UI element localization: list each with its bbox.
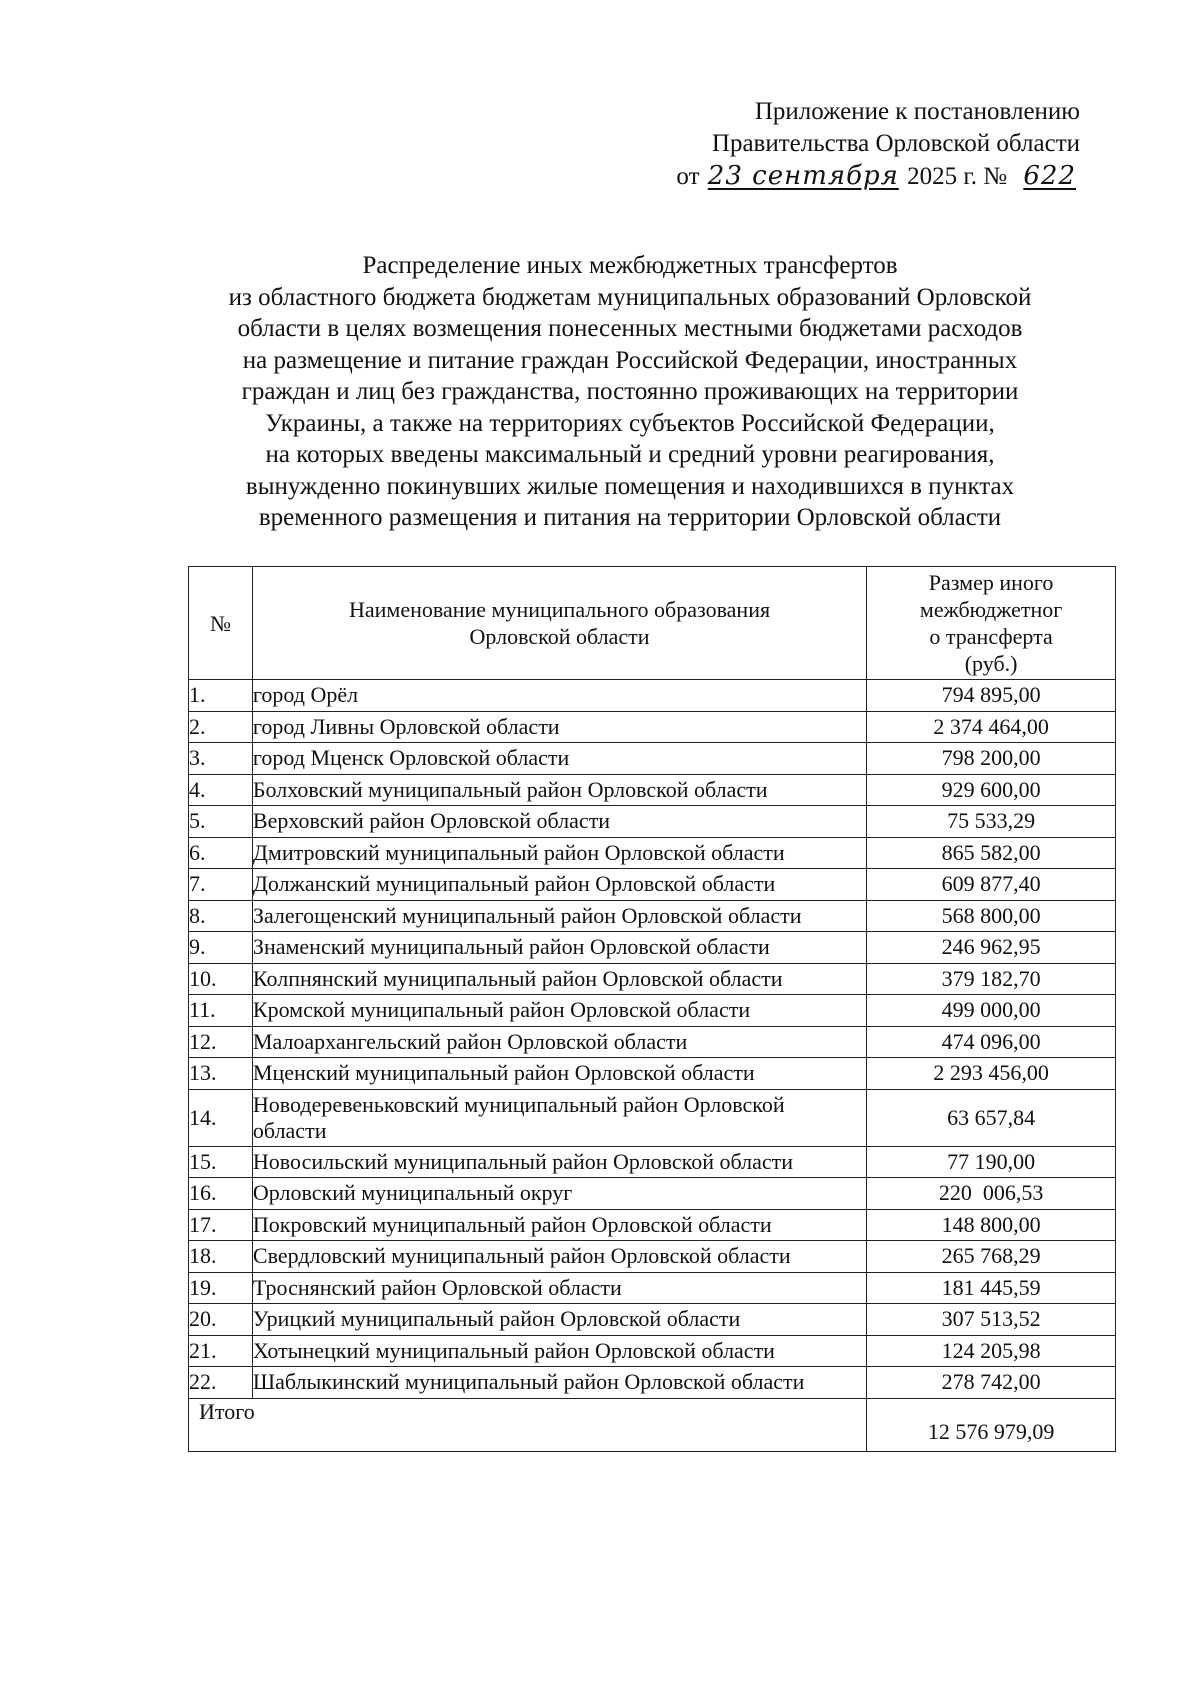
row-municipality: Колпнянский муниципальный район Орловской области [252,963,866,995]
row-number: 7. [189,869,253,901]
row-municipality: Дмитровский муниципальный район Орловской области [252,837,866,869]
row-number: 22. [189,1367,253,1399]
row-municipality: Орловский муниципальный округ [252,1178,866,1210]
row-number: 19. [189,1272,253,1304]
row-amount: 568 800,00 [867,900,1116,932]
table-row [189,680,1116,712]
title-line: Украины, а также на территориях субъектов Российской Федерации, [265,409,995,437]
total-amount: 12 576 979,09 [867,1398,1116,1451]
row-municipality: город Орёл [252,680,866,712]
title-line: области в целях возмещения понесенных местными бюджетами расходов [237,315,1023,342]
row-municipality: Кромской муниципальный район Орловской области [252,995,866,1027]
header-amount-line-1: Размер иного [928,570,1054,595]
row-municipality: Шаблыкинский муниципальный район Орловской области [252,1367,866,1399]
document-title [150,250,1110,534]
row-number: 1. [189,680,253,712]
row-municipality: Покровский муниципальный район Орловской области [252,1209,866,1241]
row-number: 6. [189,837,253,869]
header-amount-line-4: (руб.) [964,651,1018,676]
row-municipality: Залегощенский муниципальный район Орловской области [252,900,866,932]
row-amount: 278 742,00 [867,1367,1116,1399]
transfer-distribution-table [188,566,1116,1452]
title-line: на размещение и питание граждан Российской Федерации, иностранных [242,346,1018,374]
row-number: 2. [189,711,253,743]
row-number: 13. [189,1058,253,1090]
row-municipality: Хотынецкий муниципальный район Орловской области [252,1335,866,1367]
row-municipality: Урицкий муниципальный район Орловской области [252,1304,866,1336]
row-municipality: Должанский муниципальный район Орловской области [252,869,866,901]
row-amount: 246 962,95 [867,932,1116,964]
row-number: 21. [189,1335,253,1367]
row-number: 17. [189,1209,253,1241]
row-amount: 609 877,40 [867,869,1116,901]
appendix-line-2: Правительства Орловской области [711,130,1080,157]
row-amount: 75 533,29 [867,806,1116,838]
row-amount: 929 600,00 [867,774,1116,806]
row-number: 15. [189,1146,253,1178]
table-row [189,711,1116,743]
table-row [189,1272,1116,1304]
table-row [189,1026,1116,1058]
row-municipality: Троснянский район Орловской области [252,1272,866,1304]
total-label: Итого [189,1398,867,1451]
table-row [189,995,1116,1027]
row-amount: 77 190,00 [867,1146,1116,1178]
row-number: 16. [189,1178,253,1210]
table-row [189,837,1116,869]
row-municipality: Болховский муниципальный район Орловской области [252,774,866,806]
table-row [189,743,1116,775]
row-municipality-line-2: области [252,1117,327,1143]
table-row [189,1241,1116,1273]
row-municipality: Верховский район Орловской области [252,806,866,838]
resolution-date-number [560,160,1080,193]
row-amount: 181 445,59 [867,1272,1116,1304]
row-number: 8. [189,900,253,932]
header-municipality-line-1: Наименование муниципального образования [348,597,771,622]
row-municipality-line-1: Новодеревеньковский муниципальный район Орловской [252,1091,785,1117]
row-amount: 798 200,00 [867,743,1116,775]
appendix-line-1: Приложение к постановлению [754,98,1080,125]
title-line: вынужденно покинувших жилые помещения и находившихся в пунктах [245,472,1015,500]
title-line: на которых введены максимальный и средний уровни реагирования, [265,441,995,468]
row-number: 11. [189,995,253,1027]
handwritten-date: 23 сентября [707,161,899,191]
row-municipality: Мценский муниципальный район Орловской области [252,1058,866,1090]
row-amount: 220 006,53 [867,1178,1116,1210]
row-amount: 2 293 456,00 [867,1058,1116,1090]
row-municipality: город Мценск Орловской области [252,743,866,775]
header-municipality [252,567,866,680]
table-row [189,1335,1116,1367]
row-municipality: Знаменский муниципальный район Орловской области [252,932,866,964]
table-row [189,1209,1116,1241]
row-municipality: Свердловский муниципальный район Орловской области [252,1241,866,1273]
table-row [189,806,1116,838]
row-amount: 2 374 464,00 [867,711,1116,743]
handwritten-number: 622 [1023,161,1076,191]
table-row [189,1304,1116,1336]
row-amount: 499 000,00 [867,995,1116,1027]
title-line: временного размещения и питания на территории Орловской области [258,504,1002,531]
header-amount-line-2: межбюджетног [919,597,1063,622]
row-number: 10. [189,963,253,995]
row-amount: 307 513,52 [867,1304,1116,1336]
row-amount: 794 895,00 [867,680,1116,712]
table-total-row [189,1398,1116,1451]
table-row [189,1089,1116,1146]
year-and-number-label: 2025 г. № [907,163,1008,190]
row-number: 12. [189,1026,253,1058]
table-header-row [189,567,1116,680]
table-row [189,1146,1116,1178]
table-row [189,1058,1116,1090]
row-amount: 124 205,98 [867,1335,1116,1367]
table-row [189,900,1116,932]
table-row [189,1178,1116,1210]
header-municipality-line-2: Орловской области [469,624,650,649]
row-number: 5. [189,806,253,838]
table-row [189,1367,1116,1399]
row-amount: 63 657,84 [867,1089,1116,1146]
header-amount-line-3: о трансферта [929,624,1053,649]
table-row [189,774,1116,806]
row-municipality: Новосильский муниципальный район Орловской области [252,1146,866,1178]
title-line: граждан и лиц без гражданства, постоянно проживающих на территории [241,378,1019,405]
row-amount: 265 768,29 [867,1241,1116,1273]
from-prefix: от [676,163,700,190]
row-number: 20. [189,1304,253,1336]
row-number: 18. [189,1241,253,1273]
row-amount: 865 582,00 [867,837,1116,869]
row-number: 14. [189,1089,253,1146]
header-number: № [189,567,253,680]
row-municipality [252,1089,866,1146]
row-number: 4. [189,774,253,806]
title-line: из областного бюджета бюджетам муниципальных образований Орловской [228,283,1032,311]
title-line: Распределение иных межбюджетных трансфертов [362,252,898,279]
row-number: 9. [189,932,253,964]
row-municipality: город Ливны Орловской области [252,711,866,743]
row-amount: 379 182,70 [867,963,1116,995]
row-number: 3. [189,743,253,775]
table-row [189,963,1116,995]
appendix-header [560,96,1080,193]
row-municipality: Малоархангельский район Орловской области [252,1026,866,1058]
row-amount: 474 096,00 [867,1026,1116,1058]
row-amount: 148 800,00 [867,1209,1116,1241]
table-row [189,869,1116,901]
header-amount [867,567,1116,680]
table-row [189,932,1116,964]
